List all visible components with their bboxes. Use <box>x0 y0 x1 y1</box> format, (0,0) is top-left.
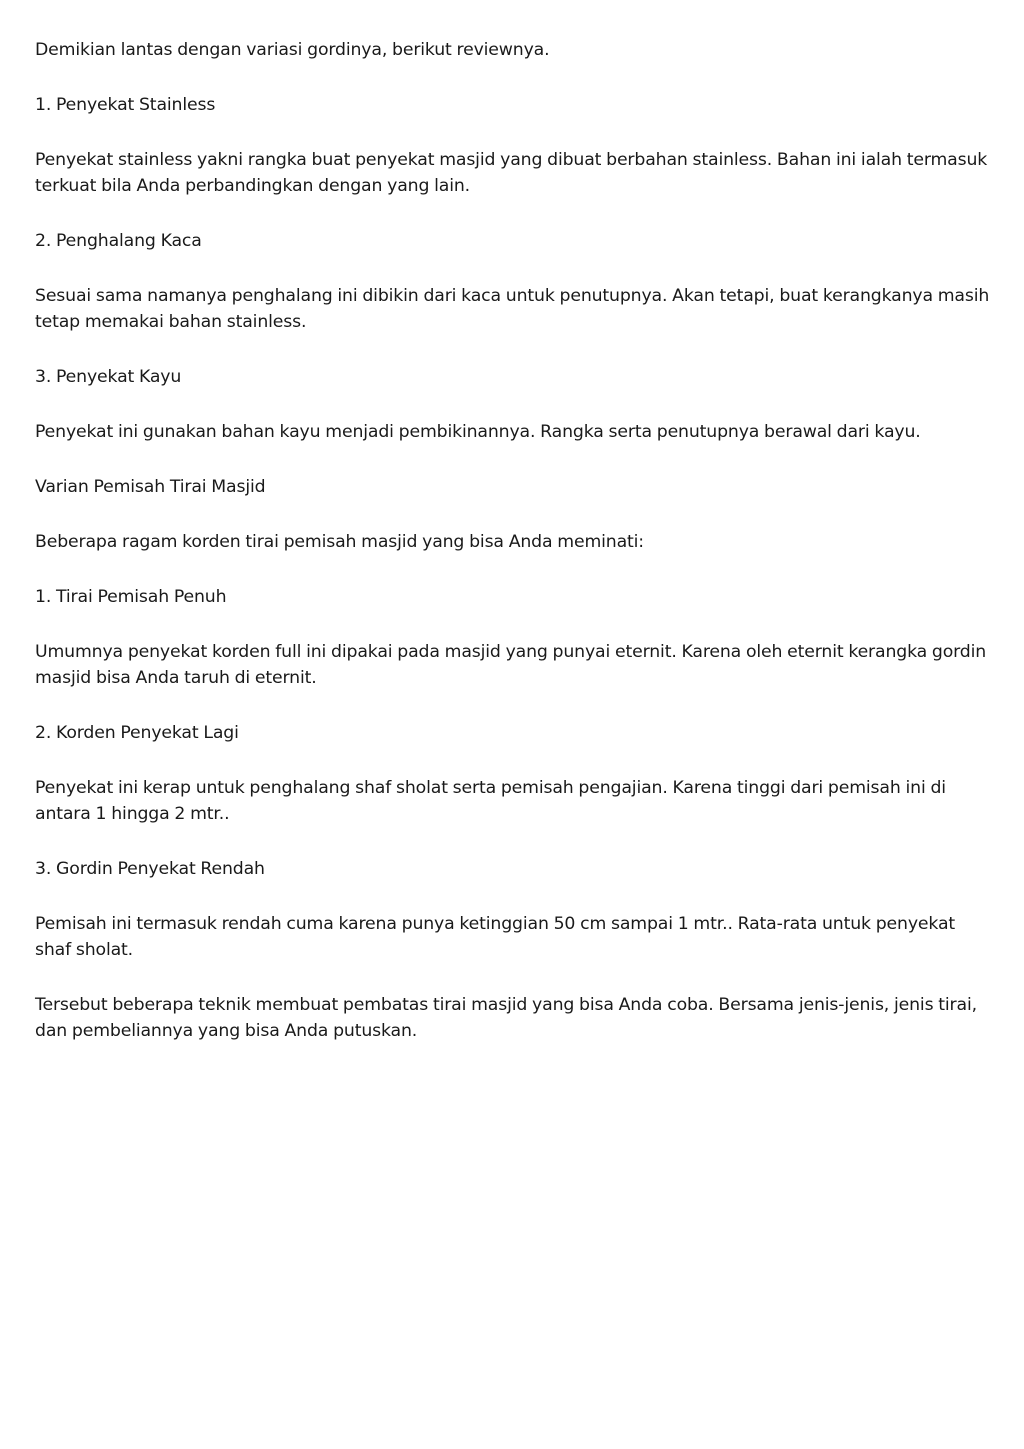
paragraph-gordin-penyekat-rendah: Pemisah ini termasuk rendah cuma karena punya ketinggian 50 cm sampai 1 mtr.. Rata-rata untuk penyekat shaf sholat. <box>35 914 956 960</box>
heading-penyekat-stainless: 1. Penyekat Stainless <box>35 95 216 115</box>
heading-tirai-pemisah-penuh: 1. Tirai Pemisah Penuh <box>35 587 227 607</box>
paragraph-intro: Demikian lantas dengan variasi gordinya, berikut reviewnya. <box>35 40 550 60</box>
paragraph-closing: Tersebut beberapa teknik membuat pembatas tirai masjid yang bisa Anda coba. Bersama jenis-jenis, jenis tirai, dan pembeliannya yang bisa Anda putuskan. <box>35 995 977 1041</box>
heading-penyekat-kayu: 3. Penyekat Kayu <box>35 367 182 387</box>
paragraph-penghalang-kaca: Sesuai sama namanya penghalang ini dibikin dari kaca untuk penutupnya. Akan tetapi, buat kerangkanya masih tetap memakai bahan stainless. <box>35 286 990 332</box>
paragraph-tirai-pemisah-penuh: Umumnya penyekat korden full ini dipakai pada masjid yang punyai eternit. Karena oleh eternit kerangka gordin masjid bisa Anda taruh di eternit. <box>35 642 987 688</box>
paragraph-penyekat-kayu: Penyekat ini gunakan bahan kayu menjadi pembikinannya. Rangka serta penutupnya berawal dari kayu. <box>35 422 921 442</box>
heading-korden-penyekat-lagi: 2. Korden Penyekat Lagi <box>35 723 239 743</box>
document-body <box>35 37 995 1073</box>
heading-varian-pemisah: Varian Pemisah Tirai Masjid <box>35 477 266 497</box>
paragraph-korden-penyekat-lagi: Penyekat ini kerap untuk penghalang shaf sholat serta pemisah pengajian. Karena tinggi dari pemisah ini di antara 1 hingga 2 mtr.. <box>35 778 946 824</box>
heading-penghalang-kaca: 2. Penghalang Kaca <box>35 231 202 251</box>
paragraph-penyekat-stainless: Penyekat stainless yakni rangka buat penyekat masjid yang dibuat berbahan stainless. Bahan ini ialah termasuk terkuat bila Anda perbandingkan dengan yang lain. <box>35 150 988 196</box>
heading-gordin-penyekat-rendah: 3. Gordin Penyekat Rendah <box>35 859 265 879</box>
paragraph-varian-intro: Beberapa ragam korden tirai pemisah masjid yang bisa Anda meminati: <box>35 532 644 552</box>
